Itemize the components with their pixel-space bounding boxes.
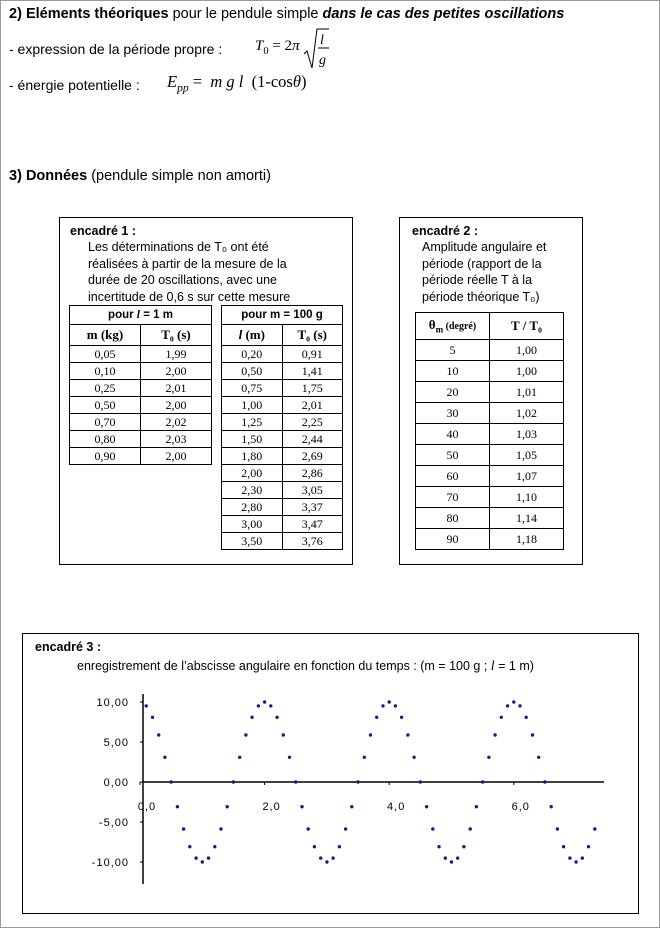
data-point bbox=[556, 827, 559, 830]
data-point bbox=[151, 716, 154, 719]
data-point bbox=[574, 860, 577, 863]
box1 bbox=[59, 217, 353, 565]
section2-text: pour le pendule simple bbox=[172, 6, 319, 22]
table-row bbox=[222, 533, 343, 550]
table-cell: 2,02 bbox=[141, 414, 212, 431]
table-cell: 2,44 bbox=[282, 431, 343, 448]
table-cell: 0,91 bbox=[282, 346, 343, 363]
table-row bbox=[222, 431, 343, 448]
box2 bbox=[399, 217, 583, 565]
table-b-col-length: l (m) bbox=[222, 325, 283, 346]
box3-title: encadré 3 : bbox=[35, 640, 102, 654]
data-point bbox=[388, 700, 391, 703]
table-cell: 0,50 bbox=[222, 363, 283, 380]
table-row bbox=[222, 397, 343, 414]
data-point bbox=[500, 716, 503, 719]
data-point bbox=[176, 805, 179, 808]
data-point bbox=[506, 704, 509, 707]
table-row bbox=[416, 382, 564, 403]
data-point bbox=[531, 733, 534, 736]
table-cell: 1,00 bbox=[222, 397, 283, 414]
section3-subtitle: (pendule simple non amorti) bbox=[91, 168, 271, 184]
table-row bbox=[222, 465, 343, 482]
x-tick-label: 0,0 bbox=[137, 801, 157, 813]
table-cell: 2,86 bbox=[282, 465, 343, 482]
table-row bbox=[70, 448, 212, 465]
data-point bbox=[250, 716, 253, 719]
data-point bbox=[518, 704, 521, 707]
table-cell: 2,01 bbox=[282, 397, 343, 414]
table-cell: 2,80 bbox=[222, 499, 283, 516]
box1-description bbox=[88, 239, 350, 305]
section2-number: 2) bbox=[9, 6, 22, 22]
x-tick-label: 6,0 bbox=[511, 801, 530, 813]
energy-formula: $E_{pp} = m$ g l (1-cosθ) bbox=[167, 72, 307, 95]
data-point bbox=[562, 845, 565, 848]
data-point bbox=[525, 716, 528, 719]
section2-emphasis: dans le cas des petites oscillations bbox=[322, 6, 565, 22]
table-row bbox=[70, 397, 212, 414]
table-cell: 0,80 bbox=[70, 431, 141, 448]
data-point bbox=[288, 756, 291, 759]
section3-number: 3) bbox=[9, 168, 22, 184]
svg-text:g: g bbox=[319, 53, 326, 68]
table-row bbox=[70, 380, 212, 397]
data-point bbox=[269, 704, 272, 707]
data-point bbox=[275, 716, 278, 719]
table-cell: 1,41 bbox=[282, 363, 343, 380]
table-row bbox=[222, 380, 343, 397]
x-tick-label: 2,0 bbox=[262, 801, 281, 813]
data-point bbox=[338, 845, 341, 848]
box1-line: réalisées à partir de la mesure de la bbox=[88, 256, 287, 271]
data-point bbox=[444, 856, 447, 859]
table-cell: 0,90 bbox=[70, 448, 141, 465]
box2-line: période réelle T à la bbox=[422, 273, 533, 287]
data-point bbox=[550, 805, 553, 808]
table-row bbox=[222, 346, 343, 363]
table-cell: 50 bbox=[416, 445, 490, 466]
table-cell: 30 bbox=[416, 403, 490, 424]
data-point bbox=[201, 860, 204, 863]
data-point bbox=[213, 845, 216, 848]
table-row bbox=[70, 363, 212, 380]
table-cell: 0,50 bbox=[70, 397, 141, 414]
data-point bbox=[587, 845, 590, 848]
table-cell: 1,00 bbox=[490, 361, 564, 382]
table-cell: 2,25 bbox=[282, 414, 343, 431]
table-row bbox=[416, 445, 564, 466]
section2-heading bbox=[9, 6, 564, 22]
data-point bbox=[182, 827, 185, 830]
data-point bbox=[344, 827, 347, 830]
table-row bbox=[416, 487, 564, 508]
data-point bbox=[462, 845, 465, 848]
box3 bbox=[22, 633, 639, 914]
table-row bbox=[416, 403, 564, 424]
table-cell: 20 bbox=[416, 382, 490, 403]
data-point bbox=[475, 805, 478, 808]
table-cell: 2,69 bbox=[282, 448, 343, 465]
data-point bbox=[300, 805, 303, 808]
table-cell: 1,02 bbox=[490, 403, 564, 424]
table-cell: 3,50 bbox=[222, 533, 283, 550]
data-point bbox=[537, 756, 540, 759]
table-b-col-period: T₀ (s) bbox=[282, 325, 343, 346]
table-cell: 2,01 bbox=[141, 380, 212, 397]
box1-line: Les déterminations de T₀ ont été bbox=[88, 240, 269, 254]
data-point bbox=[481, 780, 484, 783]
table-cell: 0,70 bbox=[70, 414, 141, 431]
table-a-col-mass: m (kg) bbox=[70, 325, 141, 346]
data-point bbox=[325, 860, 328, 863]
table-cell: 1,07 bbox=[490, 466, 564, 487]
data-point bbox=[450, 860, 453, 863]
data-point bbox=[593, 827, 596, 830]
table-row bbox=[222, 516, 343, 533]
table-cell: 1,14 bbox=[490, 508, 564, 529]
table-cell: 1,50 bbox=[222, 431, 283, 448]
section3-title: Données bbox=[25, 168, 88, 184]
data-point bbox=[437, 845, 440, 848]
table-length-fixed bbox=[69, 305, 212, 465]
table-cell: 1,18 bbox=[490, 529, 564, 550]
table-c-col-ratio: T / T₀ bbox=[490, 313, 564, 340]
data-point bbox=[400, 716, 403, 719]
table-b-header: pour m = 100 g bbox=[222, 306, 343, 325]
data-point bbox=[219, 827, 222, 830]
table-cell: 80 bbox=[416, 508, 490, 529]
data-point bbox=[257, 704, 260, 707]
table-mass-fixed bbox=[221, 305, 343, 550]
data-point bbox=[431, 827, 434, 830]
y-tick-label: 10,00 bbox=[96, 697, 129, 709]
x-tick-label: 4,0 bbox=[387, 801, 406, 813]
table-cell: 1,10 bbox=[490, 487, 564, 508]
data-point bbox=[419, 780, 422, 783]
table-row bbox=[222, 448, 343, 465]
table-cell: 3,47 bbox=[282, 516, 343, 533]
data-point bbox=[469, 827, 472, 830]
data-point bbox=[194, 856, 197, 859]
data-point bbox=[381, 704, 384, 707]
box2-description bbox=[422, 239, 580, 305]
data-point bbox=[369, 733, 372, 736]
table-c-col-amplitude: $\theta_m$ (degré) bbox=[416, 313, 490, 340]
data-point bbox=[313, 845, 316, 848]
data-point bbox=[207, 856, 210, 859]
box2-line: période (rapport de la bbox=[422, 256, 542, 271]
data-point bbox=[487, 756, 490, 759]
table-cell: 3,37 bbox=[282, 499, 343, 516]
data-point bbox=[169, 780, 172, 783]
table-amplitude-period bbox=[415, 312, 564, 550]
table-cell: 3,05 bbox=[282, 482, 343, 499]
data-point bbox=[145, 704, 148, 707]
table-cell: 90 bbox=[416, 529, 490, 550]
table-cell: 0,10 bbox=[70, 363, 141, 380]
table-cell: 10 bbox=[416, 361, 490, 382]
table-cell: 0,75 bbox=[222, 380, 283, 397]
y-tick-label: 5,00 bbox=[103, 737, 129, 749]
table-cell: 1,00 bbox=[490, 340, 564, 361]
table-cell: 2,00 bbox=[141, 448, 212, 465]
table-cell: 1,75 bbox=[282, 380, 343, 397]
table-cell: 1,80 bbox=[222, 448, 283, 465]
table-cell: 60 bbox=[416, 466, 490, 487]
data-point bbox=[543, 780, 546, 783]
box3-caption: enregistrement de l’abscisse angulaire en fonction du temps : (m = 100 g ; l = 1 m) bbox=[77, 659, 534, 674]
section2-title: Eléments théoriques bbox=[25, 6, 169, 22]
table-cell: 1,99 bbox=[141, 346, 212, 363]
data-point bbox=[493, 733, 496, 736]
table-row bbox=[222, 499, 343, 516]
y-tick-label: -10,00 bbox=[91, 857, 129, 869]
oscillation-chart bbox=[23, 634, 638, 913]
table-row bbox=[70, 346, 212, 363]
table-row bbox=[222, 482, 343, 499]
table-row bbox=[70, 431, 212, 448]
data-point bbox=[238, 756, 241, 759]
data-point bbox=[226, 805, 229, 808]
table-cell: 1,01 bbox=[490, 382, 564, 403]
table-row bbox=[416, 508, 564, 529]
table-cell: 0,25 bbox=[70, 380, 141, 397]
table-row bbox=[222, 414, 343, 431]
period-formula: $T_0 = 2\pi$ l g bbox=[252, 26, 332, 72]
data-point bbox=[263, 700, 266, 703]
y-tick-label: -5,00 bbox=[98, 817, 129, 829]
box2-line: période théorique T₀) bbox=[422, 289, 540, 304]
energy-label: - énergie potentielle : bbox=[9, 77, 140, 93]
table-cell: 70 bbox=[416, 487, 490, 508]
table-cell: 1,05 bbox=[490, 445, 564, 466]
data-point bbox=[363, 756, 366, 759]
data-point bbox=[394, 704, 397, 707]
table-cell: 1,25 bbox=[222, 414, 283, 431]
data-point bbox=[232, 780, 235, 783]
table-cell: 3,76 bbox=[282, 533, 343, 550]
table-cell: 2,03 bbox=[141, 431, 212, 448]
data-point bbox=[350, 805, 353, 808]
table-row bbox=[416, 466, 564, 487]
data-point bbox=[307, 827, 310, 830]
data-point bbox=[568, 856, 571, 859]
table-cell: 40 bbox=[416, 424, 490, 445]
table-row bbox=[222, 363, 343, 380]
table-cell: 0,20 bbox=[222, 346, 283, 363]
data-point bbox=[412, 756, 415, 759]
data-point bbox=[188, 845, 191, 848]
table-a-header: pour l = 1 m bbox=[70, 306, 212, 325]
data-point bbox=[375, 716, 378, 719]
data-point bbox=[157, 733, 160, 736]
y-tick-label: 0,00 bbox=[103, 777, 129, 789]
data-point bbox=[581, 856, 584, 859]
box1-title: encadré 1 : bbox=[70, 224, 137, 238]
data-point bbox=[244, 733, 247, 736]
data-point bbox=[512, 700, 515, 703]
period-label: - expression de la période propre : bbox=[9, 41, 223, 57]
table-cell: 2,30 bbox=[222, 482, 283, 499]
data-point bbox=[406, 733, 409, 736]
table-cell: 5 bbox=[416, 340, 490, 361]
table-cell: 0,05 bbox=[70, 346, 141, 363]
box2-title: encadré 2 : bbox=[412, 224, 479, 238]
data-point bbox=[331, 856, 334, 859]
box2-line: Amplitude angulaire et bbox=[422, 240, 547, 254]
table-cell: 3,00 bbox=[222, 516, 283, 533]
data-point bbox=[282, 733, 285, 736]
data-point bbox=[319, 856, 322, 859]
data-point bbox=[294, 780, 297, 783]
data-point bbox=[356, 780, 359, 783]
square-root-icon bbox=[304, 26, 330, 72]
table-cell: 1,03 bbox=[490, 424, 564, 445]
svg-text:l: l bbox=[320, 33, 324, 48]
table-cell: 2,00 bbox=[141, 363, 212, 380]
table-cell: 2,00 bbox=[222, 465, 283, 482]
table-row bbox=[416, 529, 564, 550]
table-row bbox=[416, 340, 564, 361]
table-row bbox=[416, 424, 564, 445]
data-point bbox=[456, 856, 459, 859]
table-row bbox=[70, 414, 212, 431]
table-row bbox=[416, 361, 564, 382]
table-cell: 2,00 bbox=[141, 397, 212, 414]
box1-line: incertitude de 0,6 s sur cette mesure bbox=[88, 289, 291, 304]
section3-heading bbox=[9, 168, 271, 184]
data-point bbox=[425, 805, 428, 808]
box1-line: durée de 20 oscillations, avec une bbox=[88, 273, 278, 287]
table-a-col-period: T₀ (s) bbox=[141, 325, 212, 346]
data-point bbox=[163, 756, 166, 759]
